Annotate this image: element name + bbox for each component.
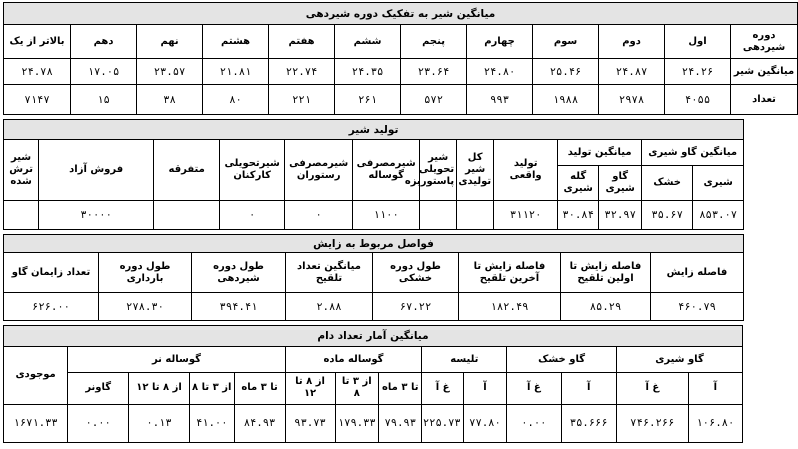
interval-value: ۱۸۲.۴۹: [459, 293, 561, 321]
whole-herd-subheader: گله شیری: [558, 165, 599, 201]
interval-value: ۸۵.۲۹: [561, 293, 651, 321]
period-header: ششم: [335, 25, 401, 59]
avg-milking-cow-header: میانگین گاو شیری: [642, 140, 744, 165]
actual-production-header: تولید واقعی: [494, 140, 558, 201]
restaurant-milk-header: شیرمصرفی رستوران: [285, 140, 353, 201]
avg-milk-value: ۲۴.۸۰: [467, 59, 533, 85]
interval-value: ۶۷.۲۲: [373, 293, 459, 321]
interval-value: ۲۷۸.۳۰: [99, 293, 192, 321]
period-header: هشتم: [203, 25, 269, 59]
herd-value: ۷۴۶.۲۶۶: [616, 404, 688, 442]
herd-value: ۳۵.۶۶۶: [561, 404, 616, 442]
calving-intervals-table: [3, 234, 744, 321]
calf-milk-value: ۱۱۰۰: [353, 201, 420, 230]
delivered-pasteurized-value: [420, 201, 457, 230]
sub-header: از ۸ تا ۱۲: [129, 372, 190, 404]
section3-title: فواصل مربوط به زایش: [4, 235, 744, 253]
whole-herd-value: ۳۰.۸۴: [558, 201, 599, 230]
misc-header: متفرقه: [154, 140, 220, 201]
herd-value: ۴۱.۰۰: [189, 404, 234, 442]
avg-milk-value: ۲۴.۸۷: [599, 59, 665, 85]
dry-cow-group-header: گاو خشک: [507, 347, 617, 373]
sub-header: تا ۳ ماه: [379, 372, 422, 404]
lactation-corner-header: دوره شیردهی: [731, 25, 798, 59]
sub-header: آ: [688, 372, 742, 404]
avg-milk-value: ۲۳.۵۷: [137, 59, 203, 85]
inventory-value: ۱۶۷۱.۳۳: [4, 404, 68, 442]
misc-value: [154, 201, 220, 230]
interval-header: تعداد زایمان گاو: [4, 253, 99, 293]
herd-value: ۹۳.۷۳: [285, 404, 335, 442]
period-header: نهم: [137, 25, 203, 59]
sub-header: غ آ: [616, 372, 688, 404]
inventory-header: موجودی: [4, 347, 68, 404]
milking-cow-group-header: گاو شیری: [616, 347, 742, 373]
count-value: ۲۶۱: [335, 85, 401, 115]
dry-value: ۳۵.۶۷: [642, 201, 693, 230]
avg-milk-value: ۲۵.۴۶: [533, 59, 599, 85]
avg-milk-value: ۲۳.۶۴: [401, 59, 467, 85]
report-sheet: [3, 2, 795, 443]
milk-production-table: [3, 119, 744, 230]
interval-value: ۳۹۴.۴۱: [192, 293, 286, 321]
total-produced-value: [457, 201, 494, 230]
section1-title: میانگین شیر به تفکیک دوره شیردهی: [4, 3, 798, 25]
herd-value: ۱۷۹.۳۳: [335, 404, 378, 442]
avg-milk-label: میانگین شیر: [731, 59, 798, 85]
sub-header: از ۳ تا ۸: [189, 372, 234, 404]
delivered-pasteurized-header: شیر تحویلی پاستوریزه: [420, 140, 457, 201]
sub-header: غ آ: [507, 372, 561, 404]
interval-value: ۶۲۶.۰۰: [4, 293, 99, 321]
herd-value: ۰.۱۳: [129, 404, 190, 442]
herd-value: ۱۰۶.۸۰: [688, 404, 742, 442]
avg-milk-value: ۱۷.۰۵: [71, 59, 137, 85]
herd-value: ۲۲۵.۷۳: [422, 404, 463, 442]
milking-cow-subheader: گاو شیری: [599, 165, 642, 201]
avg-production-header: میانگین تولید: [558, 140, 642, 165]
count-value: ۵۷۲: [401, 85, 467, 115]
period-header: هفتم: [269, 25, 335, 59]
sub-header: از ۸ تا ۱۲: [285, 372, 335, 404]
free-sale-header: فروش آزاد: [39, 140, 154, 201]
sub-header: تا ۳ ماه: [234, 372, 285, 404]
section4-title: میانگین آمار تعداد دام: [4, 326, 743, 347]
count-value: ۱۵: [71, 85, 137, 115]
period-header: بالاتر از یک: [4, 25, 71, 59]
milk-by-lactation-table: [3, 2, 798, 115]
male-calf-group-header: گوساله نر: [68, 347, 285, 373]
count-value: ۲۹۷۸: [599, 85, 665, 115]
sub-header: غ آ: [422, 372, 463, 404]
period-header: چهارم: [467, 25, 533, 59]
count-label: تعداد: [731, 85, 798, 115]
female-calf-group-header: گوساله ماده: [285, 347, 422, 373]
milking-cow-value: ۳۲.۹۷: [599, 201, 642, 230]
avg-milk-value: ۲۱.۸۱: [203, 59, 269, 85]
avg-milk-value: ۲۲.۷۴: [269, 59, 335, 85]
section2-title: تولید شیر: [4, 120, 744, 140]
sub-header: آ: [561, 372, 616, 404]
avg-milk-value: ۲۴.۳۵: [335, 59, 401, 85]
period-header: پنجم: [401, 25, 467, 59]
sour-milk-header: شیر ترش شده: [4, 140, 39, 201]
interval-header: فاصله زایش تا اولین تلقیح: [561, 253, 651, 293]
count-value: ۱۹۸۸: [533, 85, 599, 115]
avg-milk-value: ۲۴.۷۸: [4, 59, 71, 85]
total-produced-header: کل شیر تولیدی: [457, 140, 494, 201]
interval-header: فاصله زایش تا آخرین تلقیح: [459, 253, 561, 293]
heifer-group-header: تلیسه: [422, 347, 507, 373]
count-value: ۹۹۳: [467, 85, 533, 115]
staff-milk-value: ۰: [220, 201, 285, 230]
interval-header: فاصله زایش: [651, 253, 744, 293]
interval-header: میانگین تعداد تلقیح: [286, 253, 373, 293]
interval-value: ۴۶۰.۷۹: [651, 293, 744, 321]
calf-milk-header: شیرمصرفی گوساله: [353, 140, 420, 201]
sour-milk-value: [4, 201, 39, 230]
count-value: ۷۱۴۷: [4, 85, 71, 115]
interval-header: طول دوره بارداری: [99, 253, 192, 293]
period-header: سوم: [533, 25, 599, 59]
herd-value: ۸۴.۹۳: [234, 404, 285, 442]
herd-value: ۰.۰۰: [68, 404, 129, 442]
interval-value: ۲.۸۸: [286, 293, 373, 321]
free-sale-value: ۳۰۰۰۰: [39, 201, 154, 230]
count-value: ۸۰: [203, 85, 269, 115]
sub-header: گاونر: [68, 372, 129, 404]
sub-header: از ۳ تا ۸: [335, 372, 378, 404]
actual-production-value: ۳۱۱۲۰: [494, 201, 558, 230]
herd-value: ۷۷.۸۰: [463, 404, 506, 442]
avg-milk-value: ۲۴.۲۶: [665, 59, 731, 85]
milking-value: ۸۵۳.۰۷: [693, 201, 744, 230]
period-header: دهم: [71, 25, 137, 59]
herd-value: ۷۹.۹۳: [379, 404, 422, 442]
count-value: ۴۰۵۵: [665, 85, 731, 115]
interval-header: طول دوره خشکی: [373, 253, 459, 293]
interval-header: طول دوره شیردهی: [192, 253, 286, 293]
period-header: اول: [665, 25, 731, 59]
period-header: دوم: [599, 25, 665, 59]
count-value: ۲۲۱: [269, 85, 335, 115]
staff-milk-header: شیرتحویلی کارکنان: [220, 140, 285, 201]
count-value: ۳۸: [137, 85, 203, 115]
restaurant-milk-value: ۰: [285, 201, 353, 230]
sub-header: آ: [463, 372, 506, 404]
milking-subheader: شیری: [693, 165, 744, 201]
herd-value: ۰.۰۰: [507, 404, 561, 442]
herd-count-table: [3, 325, 743, 443]
dry-subheader: خشک: [642, 165, 693, 201]
